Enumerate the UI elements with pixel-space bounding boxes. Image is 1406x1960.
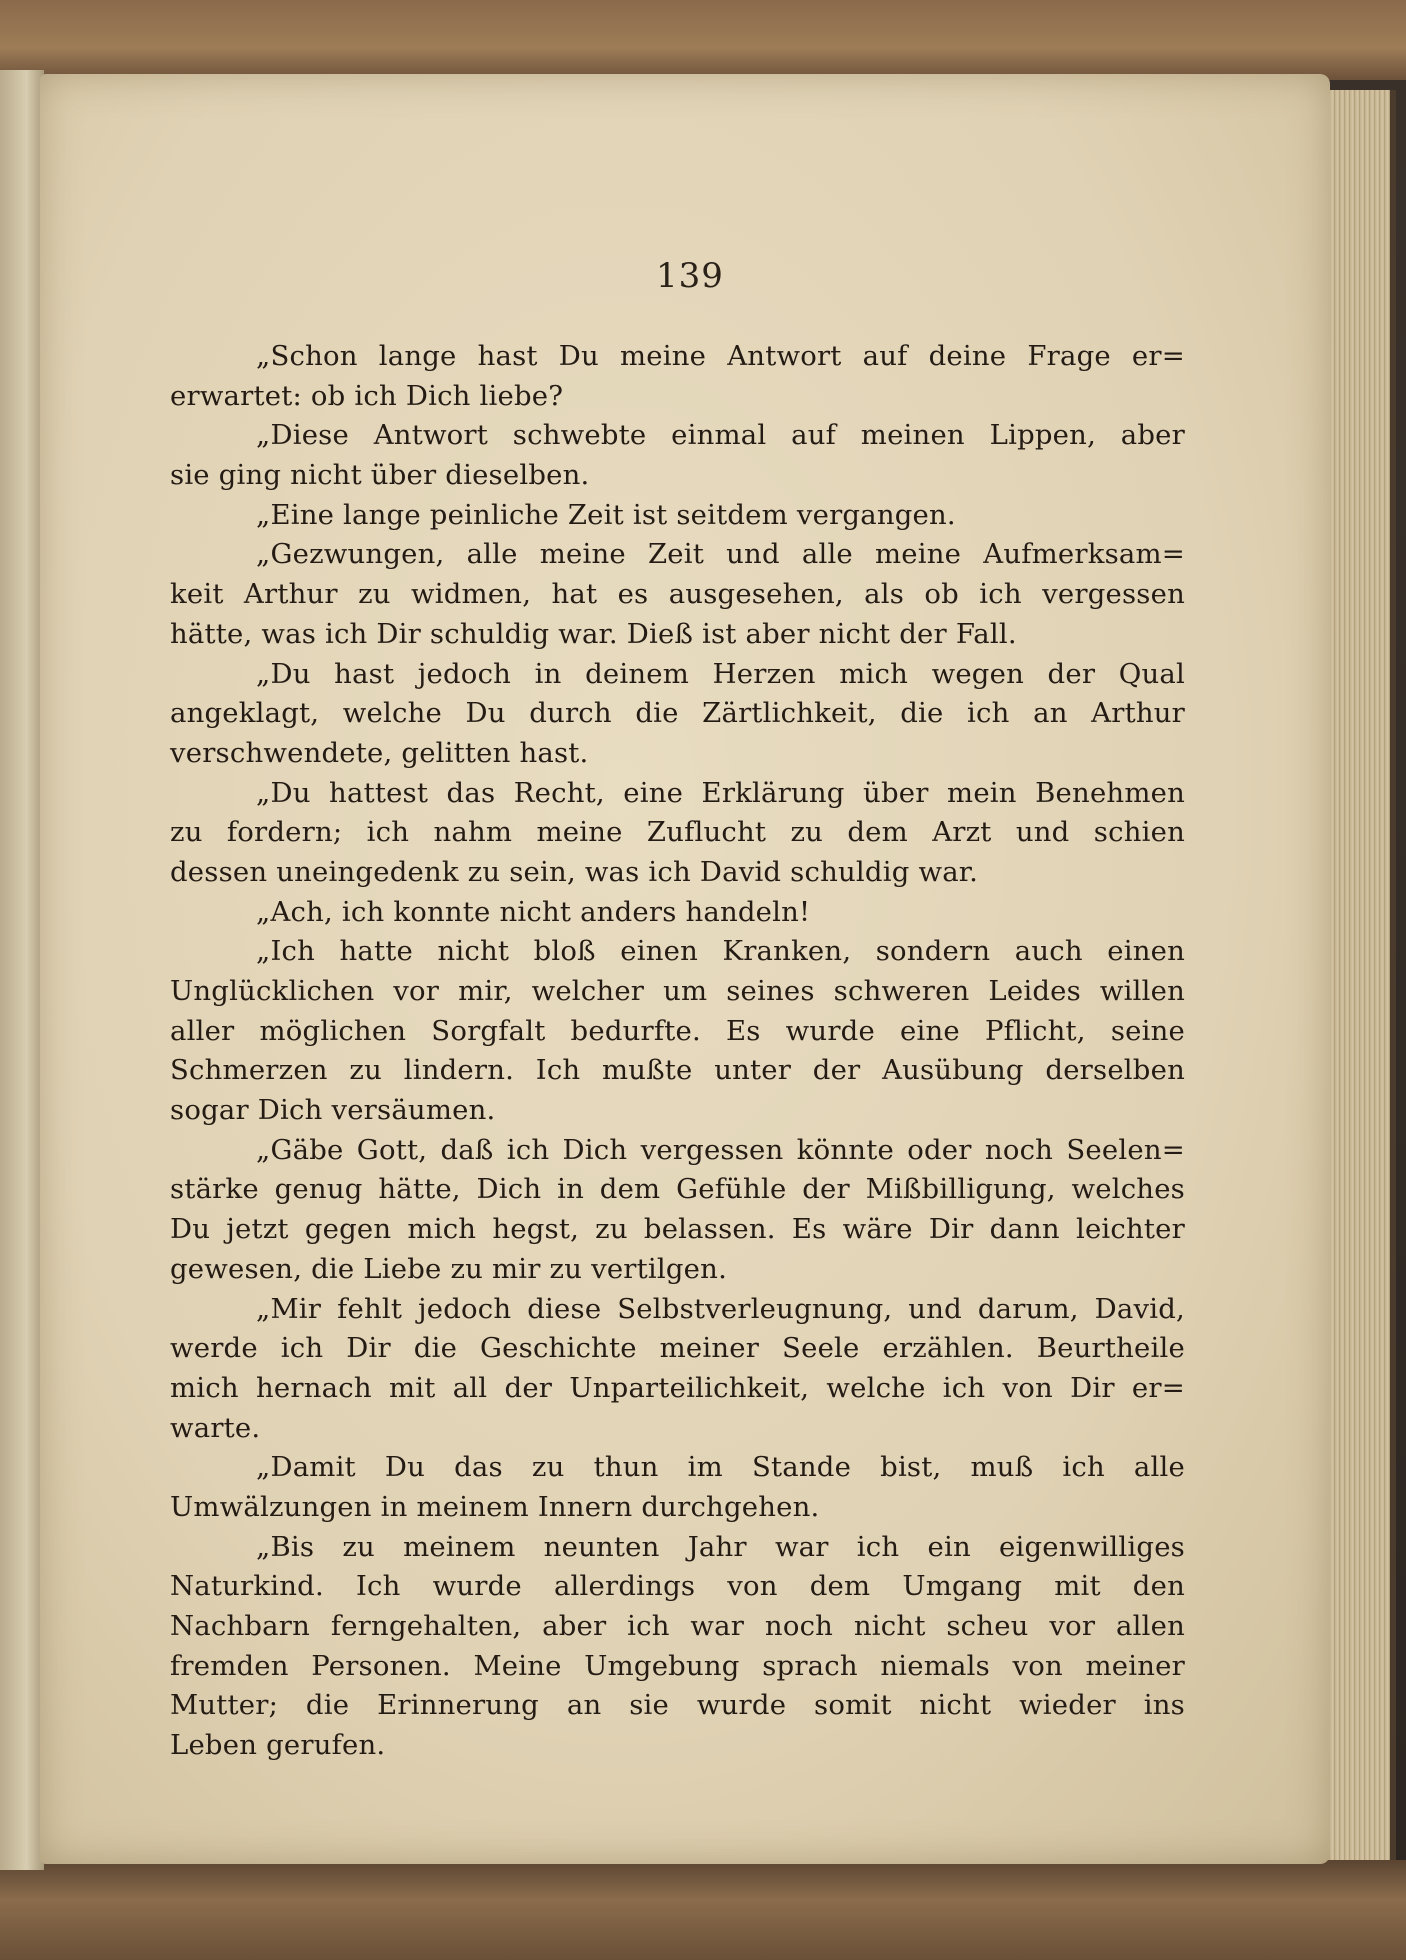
book-cover-bottom-edge (0, 1860, 1406, 1960)
text-line: „Gäbe Gott, daß ich Dich vergessen könnte oder noch Seelen= (256, 1133, 1185, 1166)
paragraph (170, 1131, 1185, 1290)
text-line: fremden Personen. Meine Umgebung sprach niemals von meiner (170, 1649, 1185, 1682)
text-line: Leben gerufen. (170, 1729, 386, 1762)
text-line: „Mir fehlt jedoch diese Selbstverleugnung, und darum, David, (256, 1292, 1185, 1325)
text-line: stärke genug hätte, Dich in dem Gefühle der Mißbilligung, welches (170, 1173, 1185, 1206)
text-line: Unglücklichen vor mir, welcher um seines schweren Leides willen (170, 975, 1185, 1007)
text-line: erwartet: ob ich Dich liebe? (170, 379, 564, 412)
page-number: 139 (656, 256, 724, 296)
text-line: „Bis zu meinem neunten Jahr war ich ein eigenwilliges (256, 1530, 1185, 1563)
text-line: „Ach, ich konnte nicht anders handeln! (256, 895, 811, 928)
paragraph (170, 496, 1185, 536)
paragraph (170, 337, 1185, 416)
text-line: Naturkind. Ich wurde allerdings von dem Umgang mit den (170, 1570, 1185, 1603)
text-line: hätte, was ich Dir schuldig war. Dieß ist aber nicht der Fall. (170, 617, 1017, 650)
text-line: zu fordern; ich nahm meine Zuflucht zu dem Arzt und schien (170, 816, 1185, 849)
text-line: „Gezwungen, alle meine Zeit und alle meine Aufmerksam= (256, 538, 1185, 571)
paragraph (170, 1448, 1185, 1527)
paragraph (170, 535, 1185, 654)
text-line: angeklagt, welche Du durch die Zärtlichkeit, die ich an Arthur (170, 697, 1185, 730)
text-line: mich hernach mit all der Unparteilichkeit, welche ich von Dir er= (170, 1371, 1185, 1404)
text-line: „Eine lange peinliche Zeit ist seitdem vergangen. (256, 498, 956, 531)
text-line: „Diese Antwort schwebte einmal auf meinen Lippen, aber (256, 419, 1185, 452)
text-line: Mutter; die Erinnerung an sie wurde somit nicht wieder ins (170, 1689, 1185, 1722)
page-block-edges (1320, 90, 1396, 1860)
paragraph (170, 1528, 1185, 1766)
paragraph (170, 416, 1185, 495)
book-cover-top-edge (0, 0, 1406, 80)
text-line: Schmerzen zu lindern. Ich mußte unter der Ausübung derselben (170, 1054, 1185, 1087)
paragraph (170, 1290, 1185, 1449)
text-line: „Schon lange hast Du meine Antwort auf deine Frage er= (256, 340, 1185, 372)
text-line: keit Arthur zu widmen, hat es ausgesehen, als ob ich vergessen (170, 578, 1185, 611)
text-line: dessen uneingedenk zu sein, was ich David schuldig war. (170, 855, 979, 888)
text-line: warte. (170, 1411, 261, 1444)
text-line: „Ich hatte nicht bloß einen Kranken, sondern auch einen (256, 935, 1185, 968)
text-line: Du jetzt gegen mich hegst, zu belassen. Es wäre Dir dann leichter (170, 1213, 1185, 1246)
paragraph (170, 655, 1185, 774)
text-line: „Du hattest das Recht, eine Erklärung über mein Benehmen (256, 776, 1185, 809)
text-line: „Damit Du das zu thun im Stande bist, muß ich alle (256, 1451, 1185, 1484)
body-text (170, 337, 1185, 1766)
text-line: gewesen, die Liebe zu mir zu vertilgen. (170, 1252, 728, 1285)
text-line: „Du hast jedoch in deinem Herzen mich wegen der Qual (256, 657, 1185, 690)
text-line: aller möglichen Sorgfalt bedurfte. Es wurde eine Pflicht, seine (170, 1014, 1185, 1047)
text-line: sogar Dich versäumen. (170, 1094, 496, 1127)
facing-page-edge (0, 70, 44, 1870)
text-line: Umwälzungen in meinem Innern durchgehen. (170, 1490, 820, 1523)
paragraph (170, 774, 1185, 893)
text-line: werde ich Dir die Geschichte meiner Seele erzählen. Beurtheile (170, 1332, 1185, 1365)
book-page (40, 74, 1330, 1864)
paragraph (170, 932, 1185, 1130)
text-line: sie ging nicht über dieselben. (170, 459, 590, 492)
text-line: Nachbarn ferngehalten, aber ich war noch nicht scheu vor allen (170, 1610, 1185, 1642)
paragraph (170, 893, 1185, 933)
text-line: verschwendete, gelitten hast. (170, 736, 589, 769)
